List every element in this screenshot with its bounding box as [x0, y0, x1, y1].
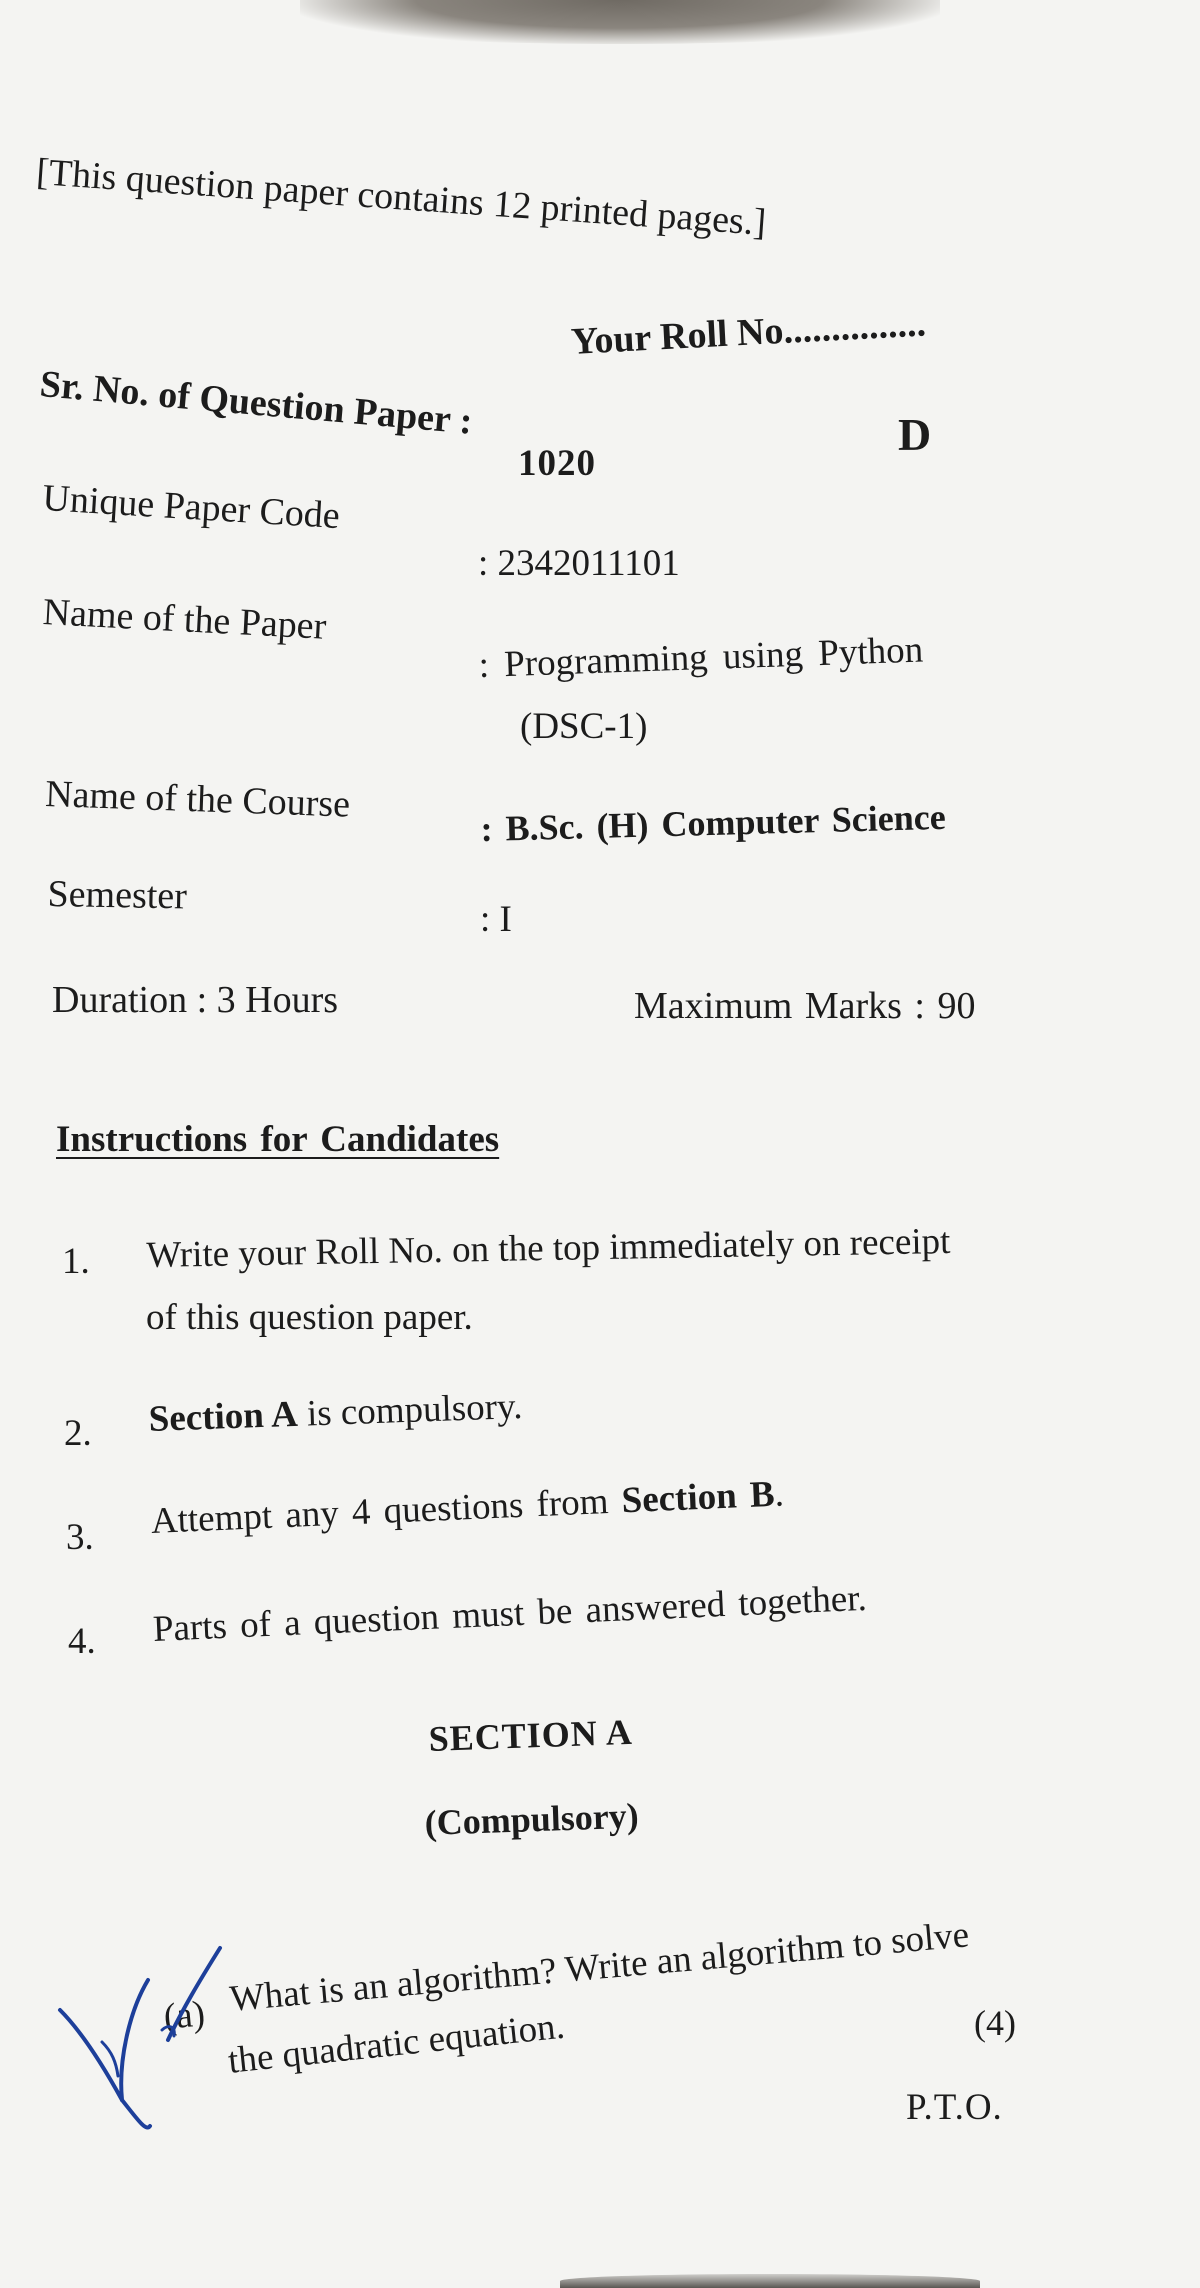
instruction-3-post: . — [773, 1473, 785, 1515]
scan-shadow-bottom — [560, 2274, 980, 2288]
instruction-3-number: 3. — [66, 1517, 94, 1558]
instruction-3-bold: Section B — [620, 1473, 776, 1522]
detail-label-course: Name of the Course — [44, 772, 351, 826]
instruction-2-number: 2. — [64, 1413, 92, 1454]
instruction-4-number: 4. — [68, 1621, 96, 1662]
detail-value-course: : B.Sc. (H) Computer Science — [480, 796, 947, 849]
detail-label-semester: Semester — [47, 872, 188, 918]
instruction-1-line1: Write your Roll No. on the top immediately on receipt — [146, 1220, 951, 1276]
instruction-3-text — [150, 1472, 785, 1543]
maximum-marks: Maximum Marks : 90 — [634, 985, 976, 1027]
page-count-note: [This question paper contains 12 printed pages.] — [35, 150, 768, 244]
question-line2: the quadratic equation. — [226, 2005, 567, 2082]
instruction-1-line2: of this question paper. — [146, 1297, 473, 1338]
instruction-2-bold: Section A — [148, 1393, 299, 1440]
instruction-3-pre: Attempt any 4 questions from — [150, 1480, 623, 1542]
instruction-2-text — [148, 1385, 523, 1441]
instruction-1-number: 1. — [62, 1241, 90, 1282]
question-marks: (4) — [974, 2003, 1016, 2043]
detail-label-sr-no: Sr. No. of Question Paper : — [38, 362, 475, 443]
please-turn-over: P.T.O. — [906, 2087, 1003, 2128]
exam-duration: Duration : 3 Hours — [52, 979, 339, 1021]
instruction-2-rest: is compulsory. — [296, 1385, 524, 1435]
detail-value-semester: : I — [480, 899, 512, 940]
roll-number-field: Your Roll No............... — [570, 302, 927, 363]
paper-set-code: D — [898, 409, 932, 460]
question-line1: What is an algorithm? Write an algorithm to solve — [228, 1914, 971, 2020]
instruction-4-text: Parts of a question must be answered together. — [152, 1577, 868, 1650]
scan-shadow-top — [300, 0, 940, 44]
section-subtitle: (Compulsory) — [424, 1795, 640, 1843]
detail-value-paper-name-line2: (DSC-1) — [520, 706, 648, 747]
section-title: SECTION A — [428, 1711, 634, 1759]
detail-value-sr-no: 1020 — [518, 443, 596, 484]
detail-value-paper-name: : Programming using Python — [478, 629, 924, 686]
detail-value-paper-code: : 2342011101 — [478, 543, 680, 584]
detail-label-paper-code: Unique Paper Code — [41, 476, 341, 538]
instructions-heading: Instructions for Candidates — [56, 1119, 500, 1160]
detail-label-paper-name: Name of the Paper — [41, 590, 328, 648]
question-label: (a) — [162, 1993, 207, 2038]
handwritten-tick-mark — [50, 1930, 250, 2130]
